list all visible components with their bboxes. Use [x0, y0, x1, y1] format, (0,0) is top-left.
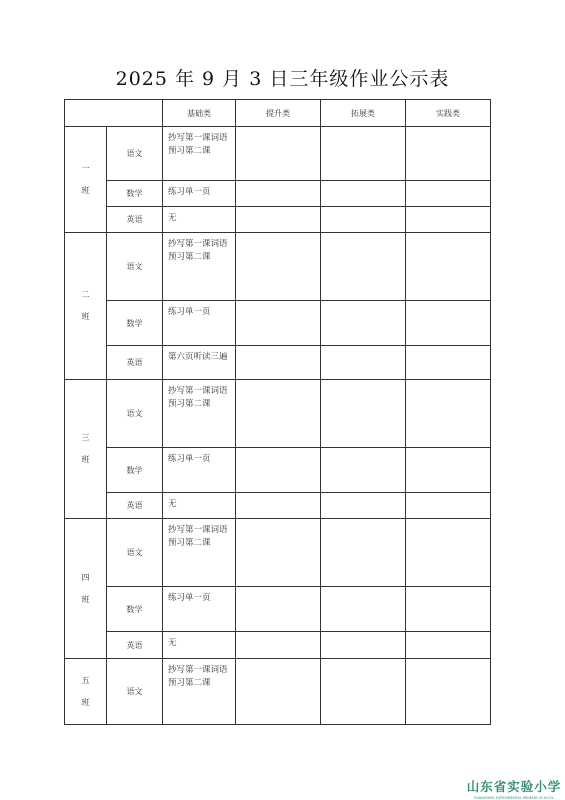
improve-homework-cell — [236, 380, 321, 448]
table-row — [65, 127, 491, 181]
improve-homework-cell — [236, 346, 321, 380]
school-logo — [464, 777, 564, 800]
practice-homework-cell — [406, 659, 491, 725]
practice-homework-cell — [406, 519, 491, 587]
header-row — [65, 100, 491, 127]
improve-homework-cell — [236, 127, 321, 181]
page-title: 2025 年 9 月 3 日三年级作业公示表 — [115, 68, 450, 90]
school-logo-english: SHANDONG EXPERIMENTAL PRIMARY SCHOOL — [474, 796, 554, 800]
basic-homework-cell: 练习单一页 — [163, 448, 236, 493]
extend-homework-cell — [321, 493, 406, 519]
header-cell-blank — [65, 100, 163, 127]
table-row — [65, 448, 491, 493]
class-name-cell: 二 班 — [65, 233, 107, 380]
table-row — [65, 301, 491, 346]
header-cell-practice: 实践类 — [406, 100, 491, 127]
extend-homework-cell — [321, 519, 406, 587]
table-row — [65, 493, 491, 519]
subject-cell: 语文 — [107, 659, 163, 725]
table-row — [65, 519, 491, 587]
improve-homework-cell — [236, 632, 321, 659]
extend-homework-cell — [321, 587, 406, 632]
extend-homework-cell — [321, 233, 406, 301]
class-name-cell: 五 班 — [65, 659, 107, 725]
practice-homework-cell — [406, 127, 491, 181]
extend-homework-cell — [321, 127, 406, 181]
improve-homework-cell — [236, 207, 321, 233]
practice-homework-cell — [406, 380, 491, 448]
extend-homework-cell — [321, 346, 406, 380]
basic-homework-cell: 抄写第一课词语 预习第二课 — [163, 233, 236, 301]
basic-homework-cell: 无 — [163, 207, 236, 233]
basic-homework-cell: 抄写第一课词语 预习第二课 — [163, 380, 236, 448]
subject-cell: 语文 — [107, 380, 163, 448]
school-logo-name: 山东省实验小学 — [466, 779, 562, 794]
improve-homework-cell — [236, 519, 321, 587]
subject-cell: 英语 — [107, 632, 163, 659]
extend-homework-cell — [321, 207, 406, 233]
practice-homework-cell — [406, 493, 491, 519]
subject-cell: 英语 — [107, 346, 163, 380]
practice-homework-cell — [406, 587, 491, 632]
extend-homework-cell — [321, 181, 406, 207]
improve-homework-cell — [236, 181, 321, 207]
extend-homework-cell — [321, 301, 406, 346]
table-row — [65, 659, 491, 725]
extend-homework-cell — [321, 632, 406, 659]
table-row — [65, 380, 491, 448]
basic-homework-cell: 抄写第一课词语 预习第二课 — [163, 659, 236, 725]
basic-homework-cell: 抄写第一课词语 预习第二课 — [163, 127, 236, 181]
improve-homework-cell — [236, 448, 321, 493]
improve-homework-cell — [236, 301, 321, 346]
header-cell-extend: 拓展类 — [321, 100, 406, 127]
header-cell-basic: 基础类 — [163, 100, 236, 127]
class-name-cell: 一 班 — [65, 127, 107, 233]
subject-cell: 数学 — [107, 587, 163, 632]
basic-homework-cell: 练习单一页 — [163, 301, 236, 346]
table-row — [65, 181, 491, 207]
practice-homework-cell — [406, 346, 491, 380]
extend-homework-cell — [321, 448, 406, 493]
subject-cell: 数学 — [107, 301, 163, 346]
improve-homework-cell — [236, 233, 321, 301]
subject-cell: 数学 — [107, 181, 163, 207]
subject-cell: 语文 — [107, 519, 163, 587]
class-name-cell: 四 班 — [65, 519, 107, 659]
practice-homework-cell — [406, 233, 491, 301]
subject-cell: 英语 — [107, 493, 163, 519]
subject-cell: 语文 — [107, 127, 163, 181]
basic-homework-cell: 无 — [163, 493, 236, 519]
improve-homework-cell — [236, 659, 321, 725]
practice-homework-cell — [406, 207, 491, 233]
improve-homework-cell — [236, 493, 321, 519]
practice-homework-cell — [406, 448, 491, 493]
basic-homework-cell: 练习单一页 — [163, 587, 236, 632]
table-row — [65, 233, 491, 301]
practice-homework-cell — [406, 632, 491, 659]
basic-homework-cell: 无 — [163, 632, 236, 659]
subject-cell: 语文 — [107, 233, 163, 301]
practice-homework-cell — [406, 301, 491, 346]
subject-cell: 英语 — [107, 207, 163, 233]
extend-homework-cell — [321, 659, 406, 725]
table-row — [65, 207, 491, 233]
class-name-cell: 三 班 — [65, 380, 107, 519]
practice-homework-cell — [406, 181, 491, 207]
subject-cell: 数学 — [107, 448, 163, 493]
table-row — [65, 346, 491, 380]
basic-homework-cell: 抄写第一课词语 预习第二课 — [163, 519, 236, 587]
homework-table — [64, 99, 491, 725]
header-cell-improve: 提升类 — [236, 100, 321, 127]
improve-homework-cell — [236, 587, 321, 632]
extend-homework-cell — [321, 380, 406, 448]
basic-homework-cell: 练习单一页 — [163, 181, 236, 207]
table-row — [65, 587, 491, 632]
table-row — [65, 632, 491, 659]
basic-homework-cell: 第六页听读三遍 — [163, 346, 236, 380]
